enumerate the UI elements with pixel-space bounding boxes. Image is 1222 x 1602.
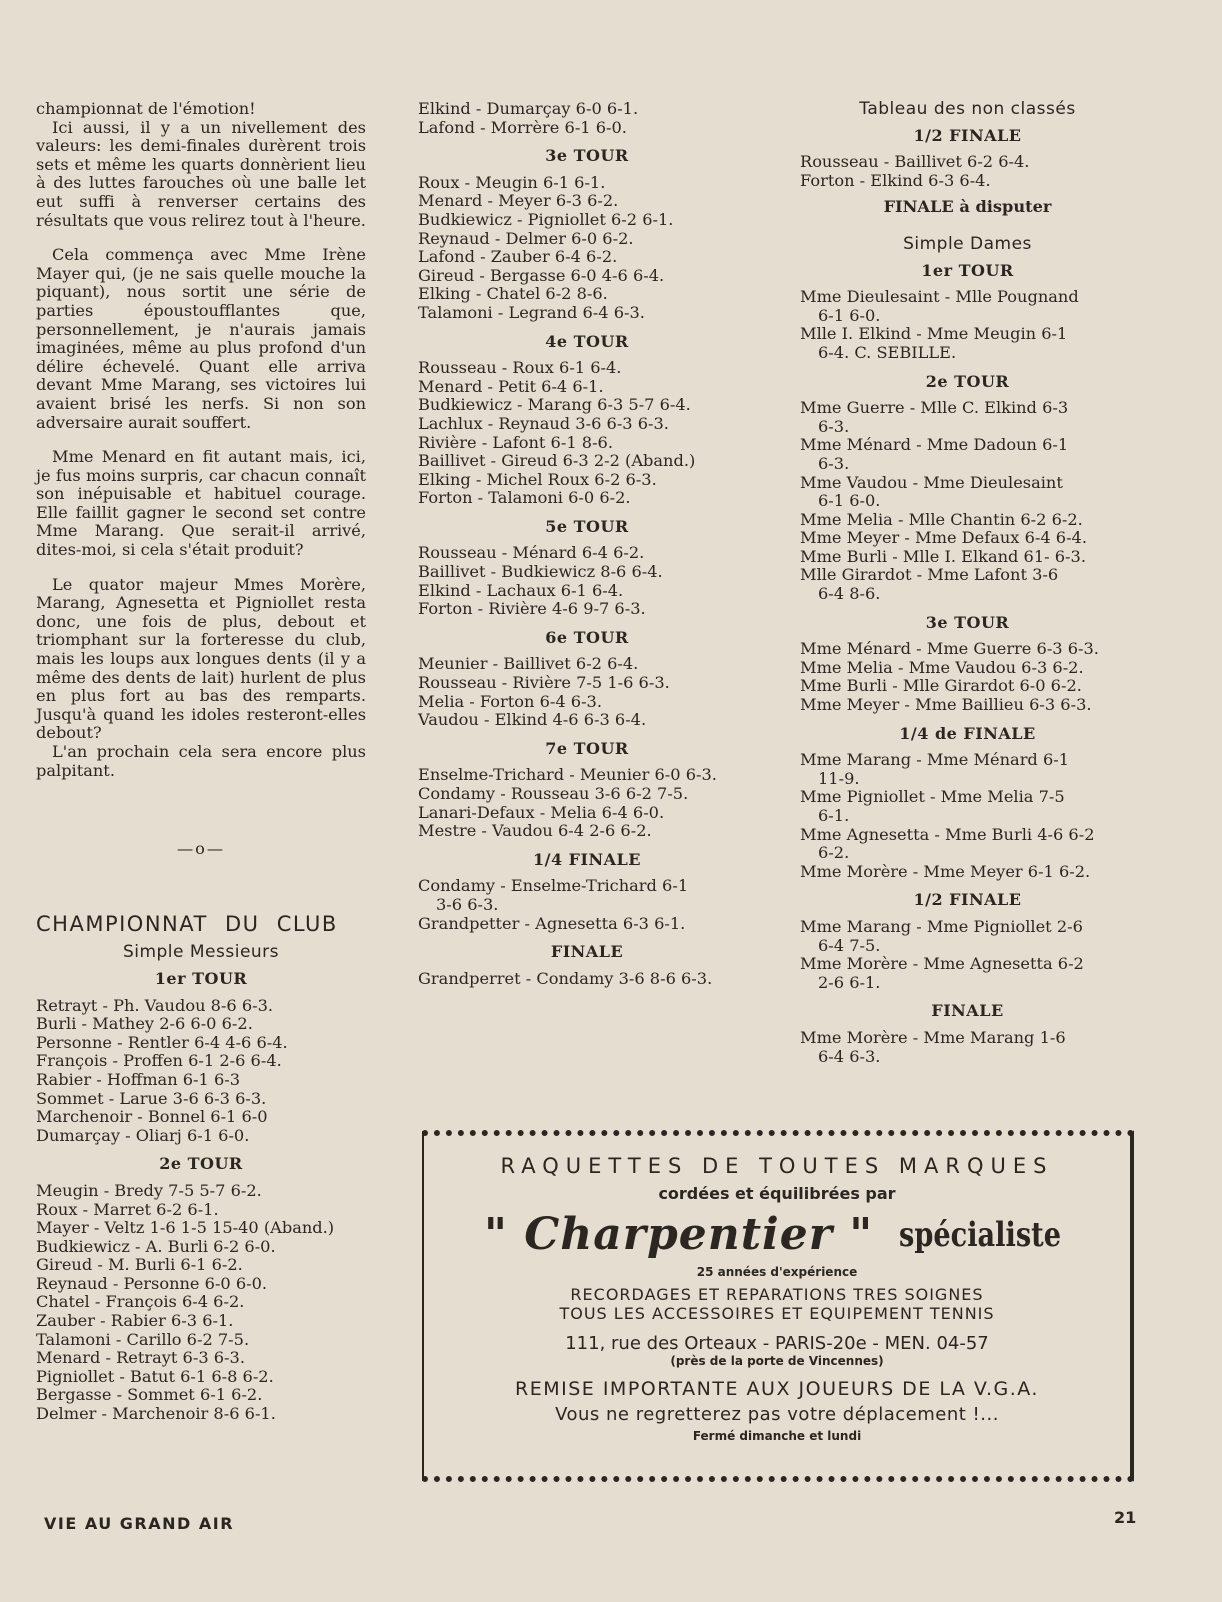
result-line: Condamy - Rousseau 3-6 6-2 7-5. — [418, 784, 689, 803]
result-line — [800, 788, 1135, 825]
results-list — [800, 1029, 1135, 1066]
result-line: Talamoni - Legrand 6-4 6-3. — [418, 302, 645, 322]
round-title: 3e TOUR — [545, 146, 629, 166]
ad-discount: REMISE IMPORTANTE AUX JOUEURS DE LA V.G.A. — [515, 1378, 1039, 1400]
result-line: Baillivet - Gireud 6-3 2-2 (Aband.) — [418, 451, 696, 471]
round-title: 1/4 FINALE — [532, 849, 641, 869]
result-continuation: 2-6 6-1. — [818, 972, 881, 992]
ad-brand-row — [424, 1207, 1130, 1265]
section-title-simple-messieurs: Simple Messieurs — [122, 942, 280, 963]
result-line — [800, 955, 1135, 992]
results-list — [418, 766, 756, 840]
result-line: Rousseau - Baillivet 6-2 6-4. — [800, 152, 1030, 172]
result-line: Marchenoir - Bonnel 6-1 6-0 — [36, 1107, 268, 1127]
result-line: Reynaud - Delmer 6-0 6-2. — [418, 228, 634, 248]
paragraph: Mme Menard en fit autant mais, ici, je fus moins surpris, car chacun connaît son inépuisable et habituel courage. Elle faillit gagner le second set contre Mme Marang. Que serait-il arrivé, dites-moi, si cela s'était produit? — [36, 447, 366, 560]
round-title: 7e TOUR — [545, 738, 629, 758]
result-text: Mme Guerre - Mlle C. Elkind 6-3 — [800, 398, 1069, 418]
result-line: Burli - Mathey 2-6 6-0 6-2. — [36, 1014, 253, 1034]
result-text: Mlle Girardot - Mme Lafont 3-6 — [800, 565, 1059, 585]
result-line — [800, 325, 1135, 362]
result-continuation: 6-3. — [818, 453, 850, 473]
result-line — [800, 751, 1135, 788]
results-list — [800, 288, 1135, 362]
paragraph: Ici aussi, il y a un nivellement des valeurs: les demi-finales durèrent trois sets et même les quarts donnèrient lieu à des luttes farouches où une balle let eut suffi à renverser certains des résultats que vous relirez tout à l'heure. — [36, 117, 366, 230]
result-line: Roux - Meugin 6-1 6-1. — [418, 172, 606, 192]
result-line: Rabier - Hoffman 6-1 6-3 — [36, 1069, 241, 1089]
result-line: Rousseau - Rivière 7-5 1-6 6-3. — [418, 673, 670, 693]
result-line: Talamoni - Carillo 6-2 7-5. — [36, 1329, 250, 1349]
result-line: Rousseau - Ménard 6-4 6-2. — [418, 543, 645, 563]
results-list — [418, 877, 756, 933]
result-line: Gireud - M. Burli 6-1 6-2. — [36, 1255, 243, 1275]
result-line: Melia - Forton 6-4 6-3. — [418, 691, 602, 711]
result-line: Retrayt - Ph. Vaudou 8-6 6-3. — [36, 995, 274, 1015]
result-text: Mme Pigniollet - Mme Melia 7-5 — [800, 787, 1065, 807]
round-title: 6e TOUR — [545, 627, 629, 647]
result-continuation: 6-4. C. SEBILLE. — [818, 342, 957, 362]
results-list — [800, 399, 1135, 604]
advertisement-box — [422, 1130, 1134, 1482]
result-line — [800, 863, 1135, 882]
round-title: 1er TOUR — [921, 260, 1014, 280]
result-line: Forton - Talamoni 6-0 6-2. — [418, 488, 631, 508]
result-line — [800, 288, 1135, 325]
results-list — [800, 640, 1135, 714]
ad-specialist: spécialiste — [899, 1215, 1062, 1255]
result-line: Elking - Chatel 6-2 8-6. — [418, 284, 608, 304]
paragraph: L'an prochain cela sera encore plus palpitant. — [36, 742, 366, 780]
result-line: Reynaud - Personne 6-0 6-0. — [36, 1273, 268, 1293]
result-line — [800, 826, 1135, 863]
result-line — [800, 399, 1135, 436]
section-title-non-classes: Tableau des non classés — [859, 99, 1076, 119]
result-line: Enselme-Trichard - Meunier 6-0 6-3. — [418, 765, 717, 785]
result-line: Mme Burli - Mlle Girardot 6-0 6-2. — [800, 676, 1082, 696]
result-line: Baillivet - Budkiewicz 8-6 6-4. — [418, 562, 663, 582]
result-text: Mme Vaudou - Mme Dieulesaint — [800, 472, 1063, 492]
result-line — [800, 548, 1135, 567]
results-list — [418, 359, 756, 508]
result-line: Mme Melia - Mme Vaudou 6-3 6-2. — [800, 657, 1084, 677]
result-text: Mme Morère - Mme Meyer 6-1 6-2. — [800, 861, 1091, 881]
round-title: 2e TOUR — [159, 1154, 243, 1174]
result-line: Gireud - Bergasse 6-0 4-6 6-4. — [418, 265, 665, 285]
result-line: François - Proffen 6-1 2-6 6-4. — [36, 1051, 282, 1071]
result-text: Grandpetter - Agnesetta 6-3 6-1. — [418, 913, 686, 933]
result-line: Lachlux - Reynaud 3-6 6-3 6-3. — [418, 413, 669, 433]
round-title: 1er TOUR — [154, 968, 248, 988]
results-list — [418, 655, 756, 729]
result-line: Meunier - Baillivet 6-2 6-4. — [418, 654, 639, 674]
section-title-simple-dames: Simple Dames — [903, 233, 1032, 254]
result-continuation: 6-1. — [818, 806, 850, 825]
page-number: 21 — [1114, 1508, 1137, 1527]
ad-experience: 25 années d'expérience — [696, 1265, 858, 1279]
ad-tagline: Vous ne regretterez pas votre déplacement !... — [555, 1404, 999, 1425]
result-text: Mme Ménard - Mme Dadoun 6-1 — [800, 435, 1069, 455]
result-line: Menard - Meyer 6-3 6-2. — [418, 191, 619, 211]
result-text: Mme Marang - Mme Pigniollet 2-6 — [800, 916, 1083, 936]
result-line: Mayer - Veltz 1-6 1-5 15-40 (Aband.) — [36, 1218, 335, 1238]
result-line — [800, 918, 1135, 955]
result-continuation: 6-1 6-0. — [818, 305, 881, 325]
result-line: Lanari-Defaux - Melia 6-4 6-0. — [418, 802, 665, 822]
result-text: Mme Agnesetta - Mme Burli 4-6 6-2 — [800, 824, 1095, 844]
round-title: 1/4 de FINALE — [899, 723, 1036, 743]
result-line: Grandperret - Condamy 3-6 8-6 6-3. — [418, 968, 713, 988]
ad-brand: " Charpentier " — [484, 1209, 874, 1260]
result-line: Budkiewicz - A. Burli 6-2 6-0. — [36, 1236, 276, 1256]
results-list — [418, 100, 756, 137]
result-continuation: 6-4 6-3. — [818, 1046, 881, 1066]
result-line: Forton - Rivière 4-6 9-7 6-3. — [418, 599, 646, 619]
ad-accessories: TOUS LES ACCESSOIRES ET EQUIPEMENT TENNIS — [559, 1304, 995, 1323]
results-list — [418, 174, 756, 323]
column-3 — [800, 100, 1135, 1072]
result-line — [418, 877, 756, 914]
result-line: Sommet - Larue 3-6 6-3 6-3. — [36, 1088, 267, 1108]
result-line — [800, 511, 1135, 530]
results-list — [36, 1182, 366, 1424]
result-continuation: 6-1 6-0. — [818, 491, 881, 511]
paragraph: championnat de l'émotion! — [36, 99, 256, 118]
results-list — [800, 918, 1135, 992]
result-line: Lafond - Morrère 6-1 6-0. — [418, 117, 627, 137]
championship-title: CHAMPIONNAT DU CLUB — [36, 911, 338, 936]
results-list — [800, 153, 1135, 190]
result-continuation: 6-4 7-5. — [818, 935, 881, 955]
round-title: 1/2 FINALE — [913, 125, 1022, 145]
result-line: Lafond - Zauber 6-4 6-2. — [418, 247, 618, 267]
result-continuation: 6-2. — [818, 843, 850, 863]
results-list — [36, 997, 366, 1146]
ad-address: 111, rue des Orteaux - PARIS-20e - MEN. 04-57 — [565, 1333, 989, 1354]
result-line: Roux - Marret 6-2 6-1. — [36, 1199, 219, 1219]
result-line — [800, 436, 1135, 473]
result-line: Mme Ménard - Mme Guerre 6-3 6-3. — [800, 639, 1099, 659]
result-line: Chatel - François 6-4 6-2. — [36, 1292, 245, 1312]
round-title: 5e TOUR — [545, 516, 629, 536]
result-continuation: 6-4 8-6. — [818, 584, 881, 604]
result-line: Mestre - Vaudou 6-4 2-6 6-2. — [418, 821, 652, 841]
result-text: Mme Melia - Mlle Chantin 6-2 6-2. — [800, 509, 1083, 529]
result-line: Personne - Rentler 6-4 4-6 6-4. — [36, 1032, 288, 1052]
result-line — [800, 529, 1135, 548]
result-line: Elking - Michel Roux 6-2 6-3. — [418, 469, 657, 489]
separator: —o— — [176, 839, 226, 859]
column-2 — [418, 100, 756, 994]
paragraph: Cela commença avec Mme Irène Mayer qui, (je ne sais quelle mouche la piquant), nous sortit une série de parties époustoufflantes que, personnellement, je n'aurais jamais imaginées, même au plus profond d'un délire échevelé. Quant elle arriva devant Mme Marang, ses victoires lui avaient brisé les nerfs. Si non son adversaire aurait souffert. — [36, 245, 366, 432]
result-continuation: 6-3. — [818, 416, 850, 436]
result-line: Budkiewicz - Marang 6-3 5-7 6-4. — [418, 395, 691, 415]
result-line: Budkiewicz - Pigniollet 6-2 6-1. — [418, 209, 674, 229]
paragraph: Le quator majeur Mmes Morère, Marang, Agnesetta et Pigniollet resta donc, une fois de plus, debout et triomphant sur la forteresse du club, mais les loups aux longues dents (il y a même des dents de lait) hurlent de plus en plus fort au bas des remparts. Jusqu'à quand les idoles resteront-elles debout? — [36, 574, 366, 743]
results-list — [418, 970, 756, 989]
round-title: 4e TOUR — [545, 331, 629, 351]
result-line — [800, 566, 1135, 603]
result-text: Mme Morère - Mme Marang 1-6 — [800, 1027, 1066, 1047]
result-line: Rivière - Lafont 6-1 8-6. — [418, 432, 613, 452]
result-line — [800, 474, 1135, 511]
result-text: Condamy - Enselme-Trichard 6-1 — [418, 876, 689, 896]
result-line: Bergasse - Sommet 6-1 6-2. — [36, 1385, 263, 1405]
result-line: Rousseau - Roux 6-1 6-4. — [418, 358, 622, 378]
result-text: Mme Marang - Mme Ménard 6-1 — [800, 750, 1070, 770]
round-title: FINALE — [931, 1001, 1004, 1021]
result-line: Menard - Retrayt 6-3 6-3. — [36, 1348, 245, 1368]
result-line: Dumarçay - Oliarj 6-1 6-0. — [36, 1125, 250, 1145]
result-line — [800, 1029, 1135, 1066]
result-line: Zauber - Rabier 6-3 6-1. — [36, 1311, 234, 1331]
result-text: Mme Burli - Mlle I. Elkand 61- 6-3. — [800, 546, 1086, 566]
round-title: 1/2 FINALE — [913, 890, 1022, 910]
round-title: 2e TOUR — [925, 371, 1010, 391]
column-1 — [36, 100, 366, 1430]
result-text: Mlle I. Elkind - Mme Meugin 6-1 — [800, 324, 1068, 344]
result-text: Mme Meyer - Mme Defaux 6-4 6-4. — [800, 528, 1088, 548]
result-line: Vaudou - Elkind 4-6 6-3 6-4. — [418, 710, 647, 730]
result-continuation: 11-9. — [818, 768, 860, 788]
result-line: Pigniollet - Batut 6-1 6-8 6-2. — [36, 1366, 274, 1386]
result-line: Forton - Elkind 6-3 6-4. — [800, 170, 991, 190]
result-line: Elkind - Dumarçay 6-0 6-1. — [418, 99, 639, 118]
result-line: Meugin - Bredy 7-5 5-7 6-2. — [36, 1180, 262, 1200]
result-line: Elkind - Lachaux 6-1 6-4. — [418, 580, 624, 600]
result-line — [418, 915, 756, 934]
result-line: Delmer - Marchenoir 8-6 6-1. — [36, 1404, 276, 1424]
result-continuation: 3-6 6-3. — [436, 894, 499, 914]
magazine-name: VIE AU GRAND AIR — [44, 1514, 235, 1533]
result-text: Mme Dieulesaint - Mlle Pougnand — [800, 287, 1079, 307]
ad-subline: cordées et équilibrées par — [658, 1184, 896, 1203]
finale-note: FINALE à disputer — [883, 197, 1052, 217]
round-title: 3e TOUR — [925, 612, 1010, 632]
result-text: Mme Morère - Mme Agnesetta 6-2 — [800, 954, 1084, 974]
ad-services: RECORDAGES ET REPARATIONS TRES SOIGNES — [570, 1285, 984, 1304]
result-line: Mme Meyer - Mme Baillieu 6-3 6-3. — [800, 695, 1092, 715]
ad-location-note: (près de la porte de Vincennes) — [670, 1354, 884, 1368]
round-title: FINALE — [550, 942, 624, 962]
result-line: Menard - Petit 6-4 6-1. — [418, 376, 604, 396]
results-list — [418, 544, 756, 618]
results-list — [800, 751, 1135, 881]
ad-closed-days: Fermé dimanche et lundi — [692, 1429, 862, 1443]
ad-headline: RAQUETTES DE TOUTES MARQUES — [500, 1154, 1054, 1178]
